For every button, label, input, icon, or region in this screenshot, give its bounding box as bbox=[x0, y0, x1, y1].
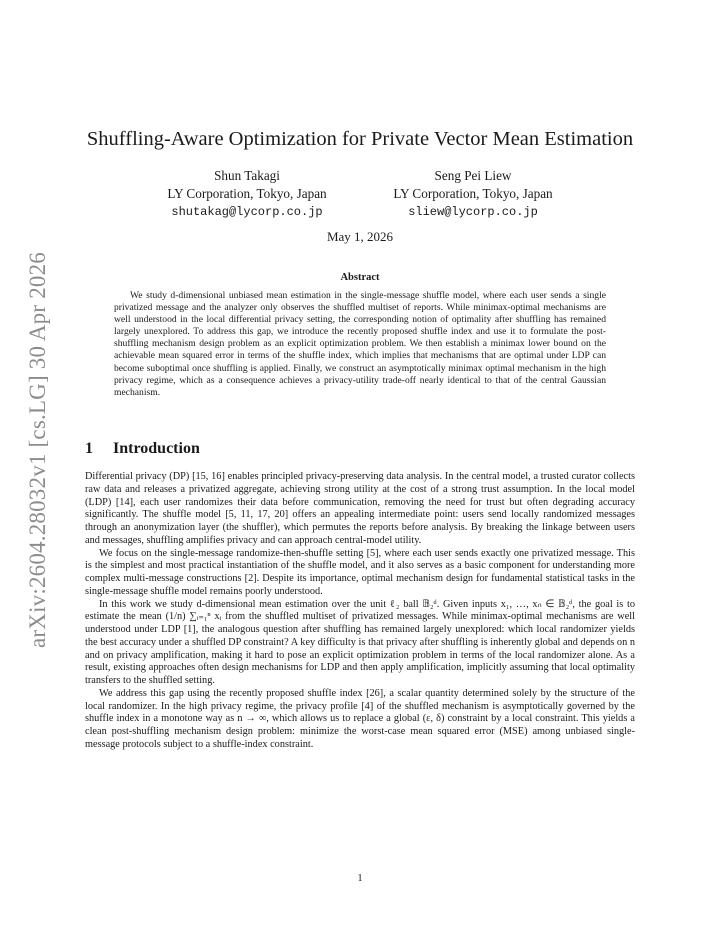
author-affiliation: LY Corporation, Tokyo, Japan bbox=[167, 186, 327, 201]
paper-date: May 1, 2026 bbox=[326, 229, 394, 244]
paper-title: Shuffling-Aware Optimization for Private Vector Mean Estimation bbox=[86, 128, 634, 150]
author-affiliation: LY Corporation, Tokyo, Japan bbox=[393, 186, 553, 201]
author-name: Seng Pei Liew bbox=[434, 168, 512, 183]
author-block-2 bbox=[343, 167, 603, 221]
body-paragraph-2: We focus on the single-message randomize-then-shuffle setting [5], where each user sends exactly one privatized message. This is the simplest and most practical instantiation of the shuffle model, and it also serves as a basic component for understanding more complex multi-message constructions [2]. Despite its importance, optimal mechanism design for fundamental statistical tasks in the single-message shuffle model remains poorly understood. bbox=[85, 547, 635, 597]
body-paragraph-3: In this work we study d-dimensional mean estimation over the unit ℓ₂ ball 𝔹₂ᵈ. Given inputs x₁, …, xₙ ∈ 𝔹₂ᵈ, the goal is to estimate the mean (1/n) ∑ᵢ₌₁ⁿ xᵢ from the shuffled multiset of privatized messages. While minimax-optimal mechanisms are well understood under LDP [1], the analogous question after shuffling has remained largely unexplored: which local randomizer yields the best accuracy under a shuffled DP constraint? A key difficulty is that privacy after shuffling is inherently global and depends on n and on privacy amplification, making it hard to pose an explicit optimization problem in terms of the local randomizer alone. As a result, existing approaches often design mechanisms for LDP and then apply amplification, implicitly assuming that local optimality transfers to the shuffled setting. bbox=[85, 598, 635, 686]
section-heading bbox=[85, 440, 200, 458]
author-block-1 bbox=[117, 167, 377, 221]
arxiv-stamp-text: arXiv:2604.28032v1 [cs.LG] 30 Apr 2026 bbox=[25, 252, 50, 648]
section-title: Introduction bbox=[113, 440, 200, 457]
abstract-heading: Abstract bbox=[340, 272, 380, 283]
body-paragraph-1: Differential privacy (DP) [15, 16] enables principled privacy-preserving data analysis. In the central model, a trusted curator collects raw data and releases a privatized aggregate, achieving strong utility at the cost of a strong trust assumption. In the local model (LDP) [14], each user randomizes their data before communication, removing the need for trust but often degrading accuracy significantly. The shuffle model [5, 11, 17, 20] offers an appealing intermediate point: users send locally randomized messages through an anonymization layer (the shuffler), which permutes the reports before analysis. By breaking the linkage between users and messages, shuffling amplifies privacy and can approach central-model utility. bbox=[85, 471, 635, 546]
section-number: 1 bbox=[85, 440, 93, 457]
abstract-text: We study d-dimensional unbiased mean estimation in the single-message shuffle model, where each user sends a single privatized message and the analyzer only observes the shuffled multiset of reports. While minimax-optimal mechanisms are well understood in the local differential privacy setting, the corresponding notion of optimality after shuffling has remained largely unexplored. To address this gap, we introduce the recently proposed shuffle index and use it to formulate the post-shuffling mechanism design problem as an explicit optimization problem. We then establish a minimax lower bound on the achievable mean squared error in terms of the shuffle index, which implies that mechanisms that are optimal under LDP can become suboptimal once shuffling is applied. Finally, we construct an asymptotically minimax optimal mechanism in the high privacy regime, which as a consequence achieves a privacy-utility trade-off nearly identical to that of the central Gaussian mechanism. bbox=[114, 290, 606, 398]
section-body bbox=[85, 471, 635, 752]
author-name: Shun Takagi bbox=[214, 168, 280, 183]
author-email: shutakag@lycorp.co.jp bbox=[171, 205, 323, 219]
body-paragraph-4: We address this gap using the recently proposed shuffle index [26], a scalar quantity determined solely by the structure of the local randomizer. In the high privacy regime, the privacy profile [4] of the shuffled mechanism is asymptotically governed by the shuffle index in a monotone way as n → ∞, which allows us to replace a global (ε, δ) constraint by a local constraint. This yields a clean post-shuffling mechanism design problem: minimize the worst-case mean squared error (MSE) among unbiased single-message protocols subject to a shuffle-index constraint. bbox=[85, 687, 635, 750]
author-email: sliew@lycorp.co.jp bbox=[408, 205, 538, 219]
page-number: 1 bbox=[357, 873, 363, 884]
